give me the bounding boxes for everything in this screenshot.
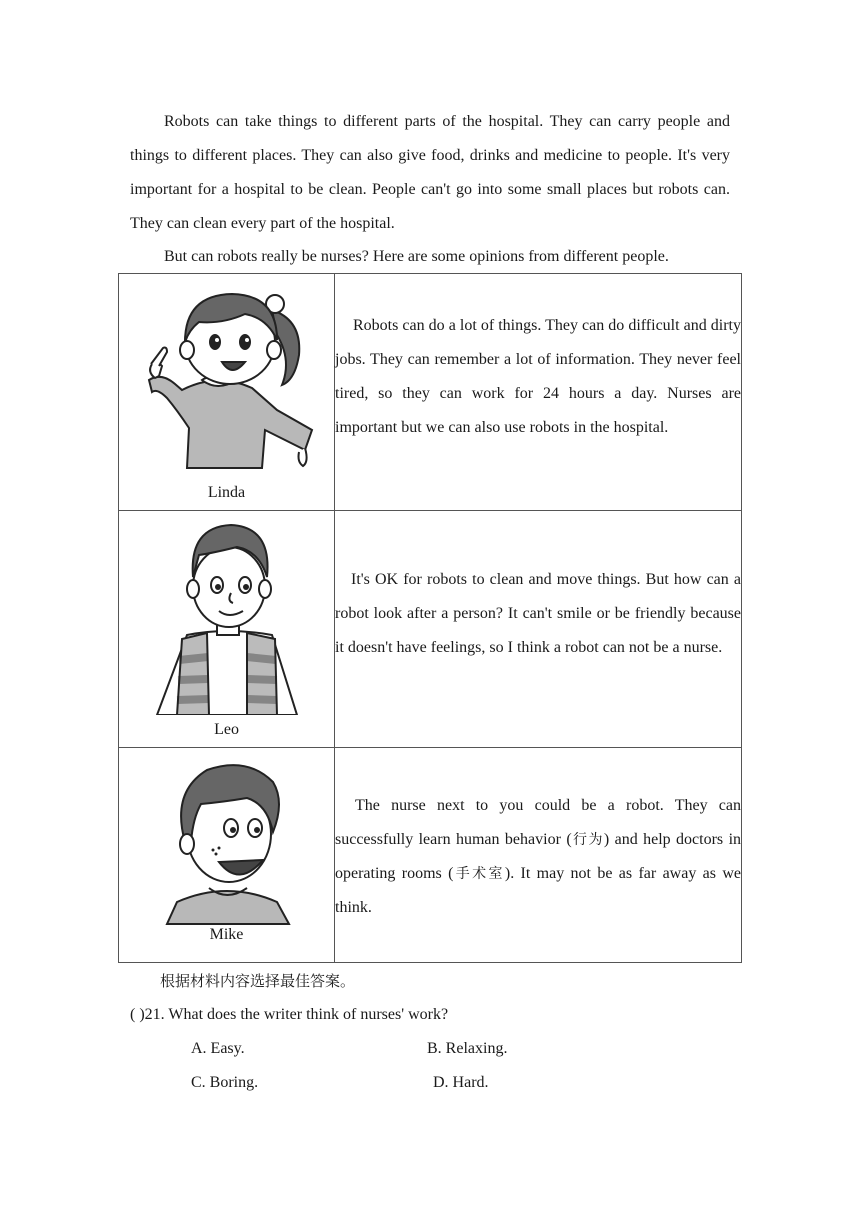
leo-picture-cell <box>119 511 335 748</box>
leo-opinion-cell <box>335 511 742 748</box>
linda-opinion-cell <box>335 274 742 511</box>
mike-name-label: Mike <box>209 926 244 943</box>
leo-name-label: Leo <box>214 721 239 738</box>
linda-name-label: Linda <box>207 484 246 501</box>
boy-smiling-illustration-icon <box>127 752 327 932</box>
mike-opinion-cell <box>335 748 742 963</box>
opinions-table <box>118 273 742 963</box>
passage-paragraph-1: Robots can take things to different parts of the hospital. They can carry people and things to different places. They can also give food, drinks and medicine to people. It's very important for a hospital to be clean. People can't go into some small places but robots can. They can clean every part of the hospital. <box>130 113 730 232</box>
mike-opinion-term-behavior: 行为 <box>571 832 604 848</box>
mike-opinion-text <box>335 789 741 925</box>
instruction-text: 根据材料内容选择最佳答案。 <box>160 972 356 990</box>
question-21 <box>130 1000 448 1030</box>
option-a[interactable]: A. Easy. <box>191 1040 245 1057</box>
mike-picture-cell <box>119 748 335 963</box>
opinion-row-mike <box>119 748 742 963</box>
linda-opinion-text: Robots can do a lot of things. They can do difficult and dirty jobs. They can remember a lot of information. They never feel tired, so they can work for 24 hours a day. Nurses are important but we can also use robots in the hospital. <box>335 317 741 436</box>
option-c[interactable]: C. Boring. <box>191 1074 259 1091</box>
answer-blank[interactable]: ( ) <box>130 1006 145 1023</box>
passage-paragraph-2: But can robots really be nurses? Here are some opinions from different people. <box>164 248 669 265</box>
option-d[interactable]: D. Hard. <box>433 1074 489 1091</box>
mike-opinion-part-2: ) and help doctors in operating rooms ( <box>335 831 742 882</box>
option-b[interactable]: B. Relaxing. <box>427 1040 508 1057</box>
linda-picture-cell <box>119 274 335 511</box>
opinion-row-leo <box>119 511 742 748</box>
boy-vest-illustration-icon <box>127 515 327 715</box>
opinion-row-linda <box>119 274 742 511</box>
mike-opinion-part-1: The nurse next to you could be a robot. They can successfully learn human behavior ( <box>335 797 741 848</box>
mike-opinion-term-operating-room: 手术室 <box>453 866 505 882</box>
leo-opinion-text: It's OK for robots to clean and move things. But how can a robot look after a person? It can't smile or be friendly because it doesn't have feelings, so I think a robot can not be a nurse. <box>335 571 741 656</box>
mike-opinion-part-3: ). It may not be as far away as we think. <box>335 865 742 916</box>
question-text: 21. What does the writer think of nurses' work? <box>144 1006 449 1023</box>
girl-illustration-icon <box>127 280 327 480</box>
